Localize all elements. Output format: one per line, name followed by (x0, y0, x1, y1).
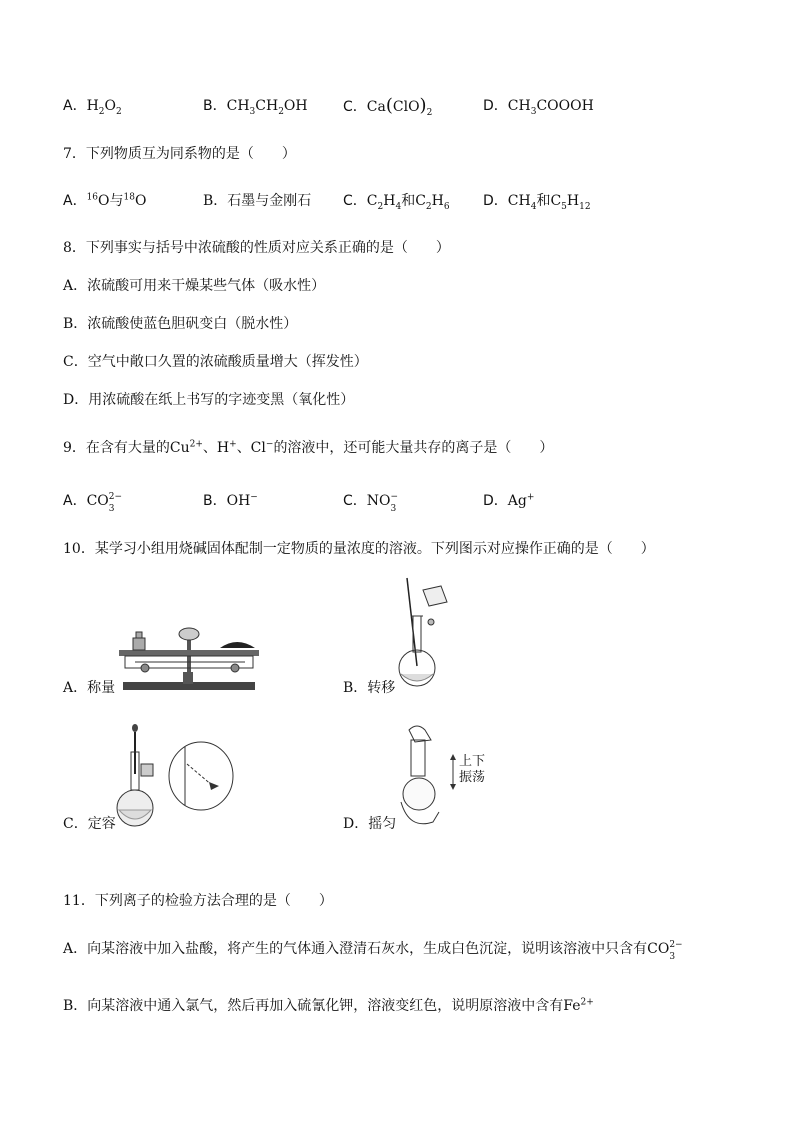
q10-option-b: B．转移 (343, 680, 396, 696)
balance-icon (115, 620, 265, 692)
q7-option-c: C．$C_2H_4$和$C_2H_6$ (343, 193, 450, 212)
q6-option-c: C．$Ca(ClO)_2$ (343, 95, 433, 118)
q10-option-a: A．称量 (63, 680, 116, 696)
volumetric-flask-dropper-icon (115, 724, 233, 828)
q7-option-b: B．石墨与金刚石 (203, 193, 312, 209)
q7-stem: 7．下列物质互为同系物的是（ ） (63, 146, 296, 162)
q8-stem: 8．下列事实与括号中浓硫酸的性质对应关系正确的是（ ） (63, 240, 450, 256)
shake-note-line1: 上下 (459, 754, 486, 769)
figure-constant-volume (115, 724, 233, 828)
q10-option-d: D．摇匀 (343, 816, 397, 832)
q8-option-b: B．浓硫酸使蓝色胆矾变白（脱水性） (63, 316, 298, 332)
q9-option-c: C．NO − 3 (343, 492, 399, 514)
figure-shake (393, 722, 493, 832)
q8-option-c: C．空气中敞口久置的浓硫酸质量增大（挥发性） (63, 354, 368, 370)
q9-option-b: B．OH− (203, 492, 258, 509)
figure-transfer (393, 578, 453, 690)
q6-option-d: D．$CH_3COOOH$ (483, 98, 594, 117)
q10-option-c: C．定容 (63, 816, 116, 832)
q8-option-d: D．用浓硫酸在纸上书写的字迹变黑（氧化性） (63, 392, 355, 408)
q6-option-a: A．$H_2O_2$ (63, 98, 122, 117)
figure-balance (115, 620, 265, 692)
q11-stem: 11．下列离子的检验方法合理的是（ ） (63, 893, 333, 909)
shake-note-line2: 振荡 (459, 770, 486, 785)
q10-stem: 10．某学习小组用烧碱固体配制一定物质的量浓度的溶液。下列图示对应操作正确的是（ ） (63, 541, 655, 557)
q11-option-a: A．向某溶液中加入盐酸，将产生的气体通入澄清石灰水，生成白色沉淀，说明该溶液中只含有CO 2− 3 (63, 940, 683, 962)
q6-option-b: B．$CH_3CH_2OH$ (203, 98, 308, 117)
q8-option-a: A．浓硫酸可用来干燥某些气体（吸水性） (63, 278, 326, 294)
q9-stem: 9．在含有大量的$Cu^{2+}$、H+、Cl−的溶液中，还可能大量共存的离子是（ ） (63, 439, 554, 456)
volumetric-flask-transfer-icon (393, 578, 453, 690)
q9-option-a: A．CO 2− 3 (63, 492, 123, 514)
q7-option-d: D．$CH_4$和$C_5H_{12}$ (483, 193, 591, 212)
q11-option-b: B．向某溶液中通入氯气，然后再加入硫氰化钾，溶液变红色，说明原溶液中含有$Fe^{2+}$ (63, 997, 594, 1014)
q9-option-d: D．Ag+ (483, 492, 535, 509)
q7-option-a: A．$^{16}$O与$^{18}$O (63, 192, 147, 209)
